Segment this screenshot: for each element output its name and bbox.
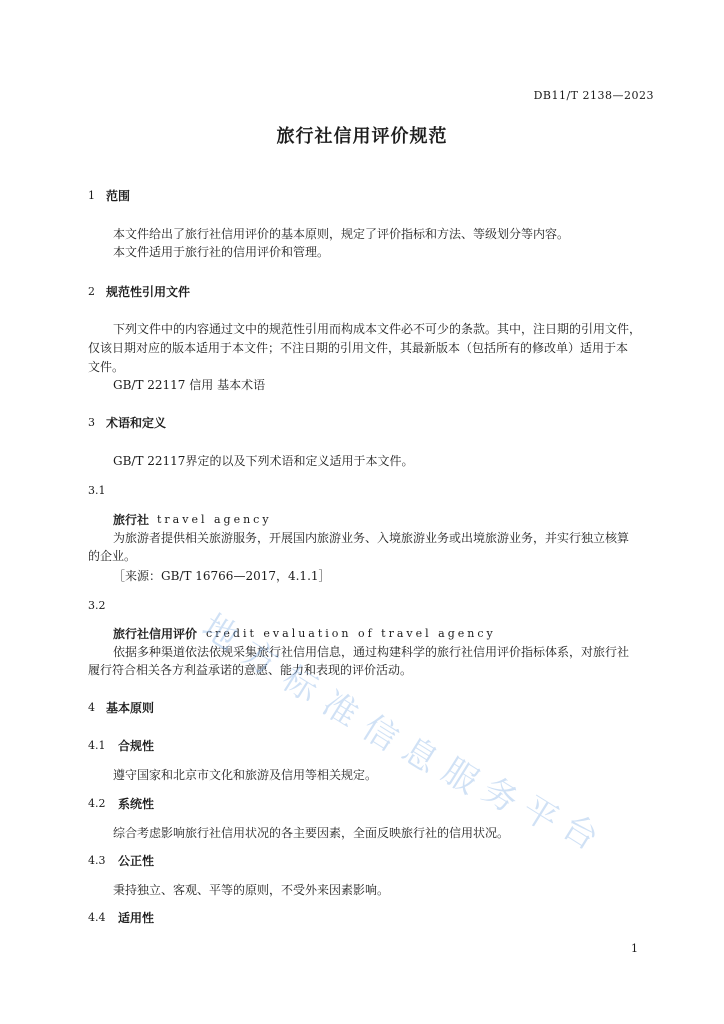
section-3-intro: GB/T 22117界定的以及下列术语和定义适用于本文件。 xyxy=(113,454,414,468)
clause-4-1-text: 遵守国家和北京市文化和旅游及信用等相关规定。 xyxy=(113,768,378,782)
normative-reference: GB/T 22117 信用 基本术语 xyxy=(113,378,266,392)
watermark-char: 标 xyxy=(275,658,326,711)
clause-4-3-number: 4.3 xyxy=(88,854,106,867)
clause-4-2-text: 综合考虑影响旅行社信用状况的各主要因素，全面反映旅行社的信用状况。 xyxy=(113,826,510,840)
page-number: 1 xyxy=(631,942,638,955)
section-4-title: 基本原则 xyxy=(106,701,155,715)
watermark-char: 信 xyxy=(355,707,406,760)
clause-4-1-title: 合规性 xyxy=(118,739,155,753)
clause-4-3-text: 秉持独立、客观、平等的原则，不受外来因素影响。 xyxy=(113,883,390,897)
section-2-paragraph-line-1: 下列文件中的内容通过文中的规范性引用而构成本文件必不可少的条款。其中，注日期的引用文件， xyxy=(113,322,642,336)
term-3-2-definition-line-2: 履行符合相关各方利益承诺的意愿、能力和表现的评价活动。 xyxy=(88,663,413,677)
section-1-number: 1 xyxy=(88,189,95,202)
clause-4-2-number: 4.2 xyxy=(88,797,106,810)
term-3-1-number: 3.1 xyxy=(88,484,106,497)
section-2-paragraph-line-2: 仅该日期对应的版本适用于本文件；不注日期的引用文件，其最新版本（包括所有的修改单）适用于本 xyxy=(88,341,629,355)
section-1-paragraph-2: 本文件适用于旅行社的信用评价和管理。 xyxy=(113,245,330,259)
term-3-2-definition-line-1: 依据多种渠道依法依规采集旅行社信用信息，通过构建科学的旅行社信用评价指标体系，对旅行社 xyxy=(113,645,630,659)
section-2-title: 规范性引用文件 xyxy=(106,285,191,299)
section-2-paragraph-line-3: 文件。 xyxy=(88,360,125,374)
watermark-char: 方 xyxy=(235,632,286,685)
term-3-2-english: credit evaluation of travel agency xyxy=(206,627,496,640)
watermark-char: 地 xyxy=(195,606,246,659)
document-code: DB11/T 2138—2023 xyxy=(533,89,654,102)
clause-4-1-number: 4.1 xyxy=(88,739,106,752)
section-4-number: 4 xyxy=(88,701,95,714)
term-3-2-name: 旅行社信用评价 xyxy=(113,627,198,641)
term-3-1-definition-line-2: 的企业。 xyxy=(88,549,137,563)
clause-4-4-number: 4.4 xyxy=(88,911,106,924)
section-2-number: 2 xyxy=(88,285,95,298)
section-3-title: 术语和定义 xyxy=(106,416,167,430)
watermark-char: 准 xyxy=(315,683,366,736)
page-title: 旅行社信用评价规范 xyxy=(276,126,448,147)
watermark-char: 平 xyxy=(515,788,566,841)
watermark-char: 务 xyxy=(475,769,526,822)
clause-4-3-title: 公正性 xyxy=(118,854,155,868)
term-3-1-definition-line-1: 为旅游者提供相关旅游服务，开展国内旅游业务、入境旅游业务或出境旅游业务，并实行独立核算 xyxy=(113,531,630,545)
watermark-char: 息 xyxy=(395,729,446,782)
section-1-paragraph-1: 本文件给出了旅行社信用评价的基本原则，规定了评价指标和方法、等级划分等内容。 xyxy=(113,227,570,241)
section-3-number: 3 xyxy=(88,416,95,429)
clause-4-4-title: 适用性 xyxy=(118,911,155,925)
term-3-1-name: 旅行社 xyxy=(113,513,150,527)
watermark-char: 服 xyxy=(435,750,486,803)
term-3-1-source: ［来源：GB/T 16766—2017，4.1.1］ xyxy=(113,569,331,583)
clause-4-2-title: 系统性 xyxy=(118,797,155,811)
term-3-1-english: travel agency xyxy=(157,513,272,526)
section-1-title: 范围 xyxy=(106,189,131,203)
watermark-char: 台 xyxy=(555,806,606,859)
term-3-2-number: 3.2 xyxy=(88,599,106,612)
